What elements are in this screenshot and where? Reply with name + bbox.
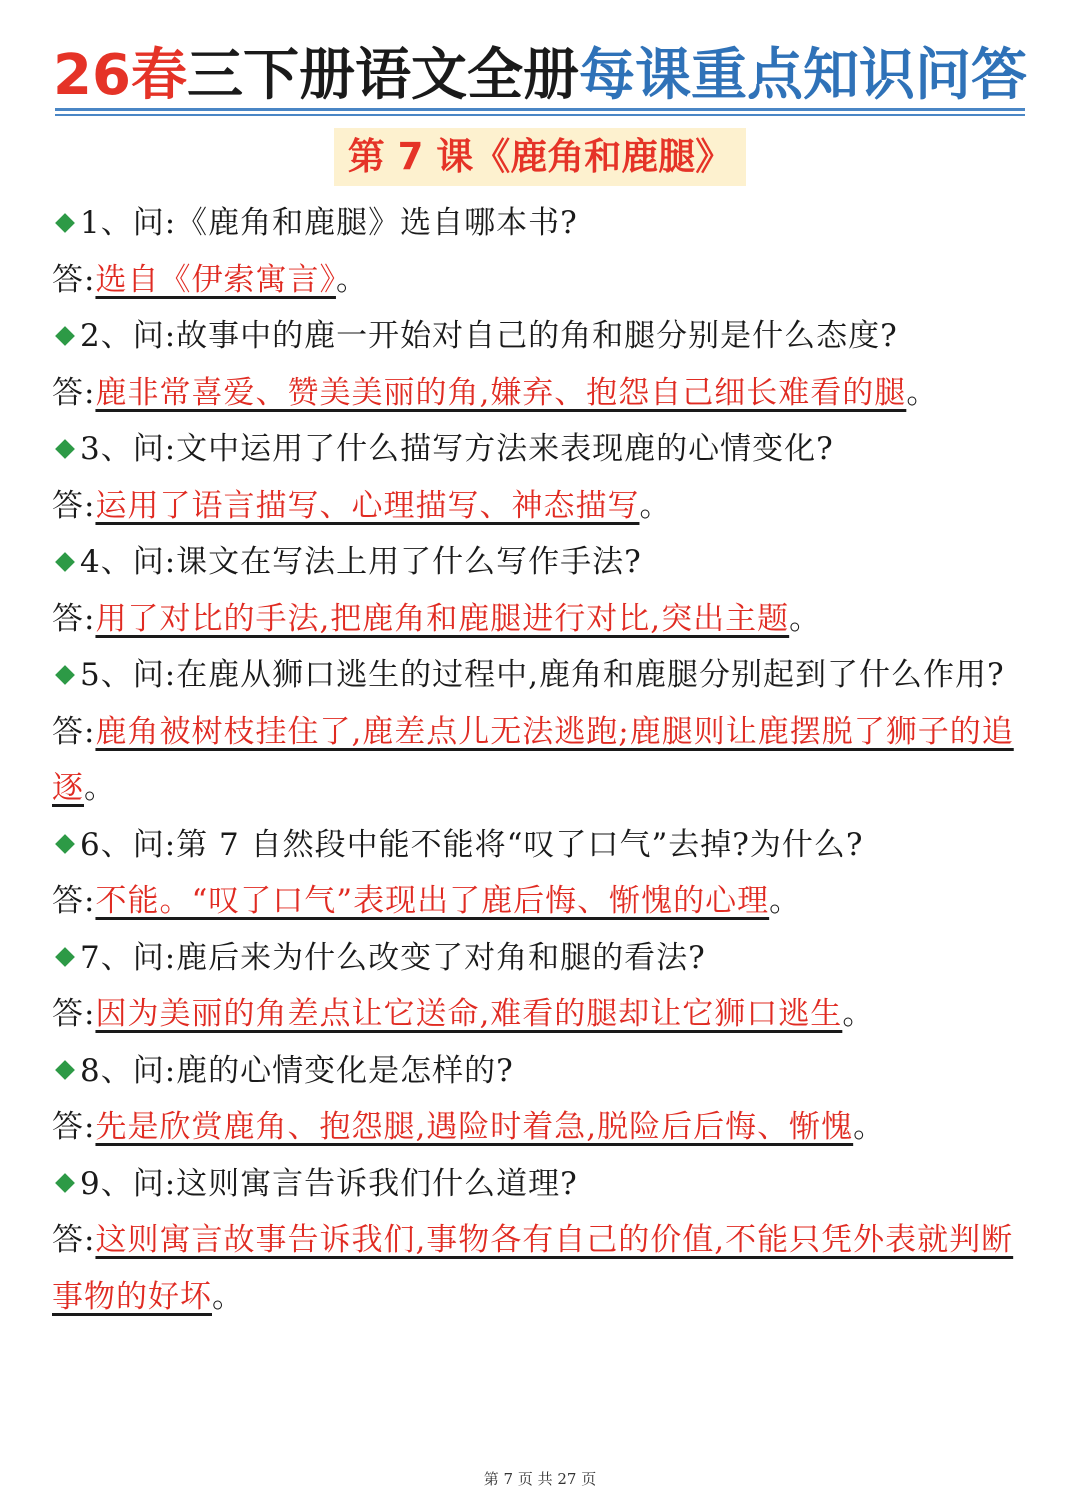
header-semester: 26春: [53, 43, 187, 108]
green-diamond-icon: [55, 439, 75, 459]
answer-end: 。: [335, 261, 368, 298]
answer-end: 。: [212, 1278, 244, 1315]
green-diamond-icon: [55, 213, 75, 233]
green-diamond-icon: [55, 947, 75, 967]
answer-prefix: 答:: [52, 996, 96, 1032]
question-text: 6、问:第 7 自然段中能不能将“叹了口气”去掉?为什么?: [80, 826, 864, 863]
answer-text: 先是欣赏鹿角、抱怨腿,遇险时着急,脱险后后悔、惭愧: [95, 1109, 854, 1145]
question-7: [52, 930, 1032, 987]
question-1: [52, 195, 1032, 252]
page-header: [0, 40, 1080, 112]
answer-text: 用了对比的手法,把鹿角和鹿腿进行对比,突出主题: [95, 600, 790, 637]
answer-end: 。: [789, 600, 822, 637]
answer-prefix: 答:: [52, 1109, 96, 1145]
green-diamond-icon: [55, 326, 75, 346]
question-3: [52, 421, 1032, 478]
question-text: 8、问:鹿的心情变化是怎样的?: [80, 1052, 514, 1089]
answer-prefix: 答:: [52, 374, 96, 411]
question-5: [52, 647, 1032, 704]
green-diamond-icon: [55, 834, 75, 854]
answer-prefix: 答:: [52, 1222, 96, 1258]
answer-2: [52, 365, 1032, 422]
header-book: 三下册语文全册: [186, 43, 579, 108]
answer-6: [52, 873, 1032, 930]
answer-end: 。: [906, 374, 939, 411]
question-text: 2、问:故事中的鹿一开始对自己的角和腿分别是什么态度?: [80, 318, 898, 354]
answer-text: 鹿非常喜爱、赞美美丽的角,嫌弃、抱怨自己细长难看的腿: [95, 374, 907, 411]
green-diamond-icon: [55, 1060, 75, 1080]
green-diamond-icon: [55, 1173, 75, 1193]
question-text: 7、问:鹿后来为什么改变了对角和腿的看法?: [80, 939, 706, 976]
answer-end: 。: [84, 770, 116, 806]
answer-5: [52, 704, 1032, 817]
green-diamond-icon: [55, 552, 75, 572]
question-text: 5、问:在鹿从狮口逃生的过程中,鹿角和鹿腿分别起到了什么作用?: [80, 657, 1005, 693]
header-topic: 每课重点知识问答: [578, 43, 1027, 108]
answer-text: 不能。“叹了口气”表现出了鹿后悔、惭愧的心理: [95, 883, 770, 919]
page-number: 第 7 页 共 27 页: [483, 1470, 597, 1488]
question-text: 1、问:《鹿角和鹿腿》选自哪本书?: [80, 205, 578, 241]
answer-end: 。: [842, 996, 875, 1032]
green-diamond-icon: [55, 665, 75, 685]
question-8: [52, 1043, 1032, 1100]
lesson-title: 第 7 课《鹿角和鹿腿》: [334, 128, 747, 186]
question-6: [52, 817, 1032, 874]
answer-text: 因为美丽的角差点让它送命,难看的腿却让它狮口逃生: [95, 996, 843, 1032]
answer-prefix: 答:: [52, 487, 96, 524]
question-4: [52, 534, 1032, 591]
header-rule-thin: [55, 114, 1025, 116]
answer-prefix: 答:: [52, 713, 96, 750]
answer-end: 。: [769, 883, 802, 919]
question-text: 3、问:文中运用了什么描写方法来表现鹿的心情变化?: [80, 431, 834, 467]
answer-prefix: 答:: [52, 883, 96, 919]
question-9: [52, 1156, 1032, 1213]
answer-text: 运用了语言描写、心理描写、神态描写: [95, 487, 640, 524]
answer-3: [52, 478, 1032, 535]
answer-1: [52, 252, 1032, 309]
answer-9: [52, 1212, 1032, 1325]
answer-7: [52, 986, 1032, 1043]
question-text: 9、问:这则寓言告诉我们什么道理?: [80, 1165, 578, 1202]
answer-4: [52, 591, 1032, 648]
question-text: 4、问:课文在写法上用了什么写作手法?: [80, 544, 642, 580]
answer-text: 这则寓言故事告诉我们,事物各有自己的价值,不能只凭外表就判断事物的好坏: [52, 1222, 1014, 1315]
answer-8: [52, 1099, 1032, 1156]
answer-prefix: 答:: [52, 600, 96, 637]
qa-list: [52, 195, 1032, 1325]
header-rule: [55, 108, 1025, 111]
answer-text: 选自《伊索寓言》: [95, 261, 336, 298]
answer-end: 。: [853, 1109, 886, 1145]
answer-text: 鹿角被树枝挂住了,鹿差点儿无法逃跑;鹿腿则让鹿摆脱了狮子的追逐: [52, 713, 1014, 806]
question-2: [52, 308, 1032, 365]
answer-end: 。: [639, 487, 672, 524]
answer-prefix: 答:: [52, 261, 96, 298]
